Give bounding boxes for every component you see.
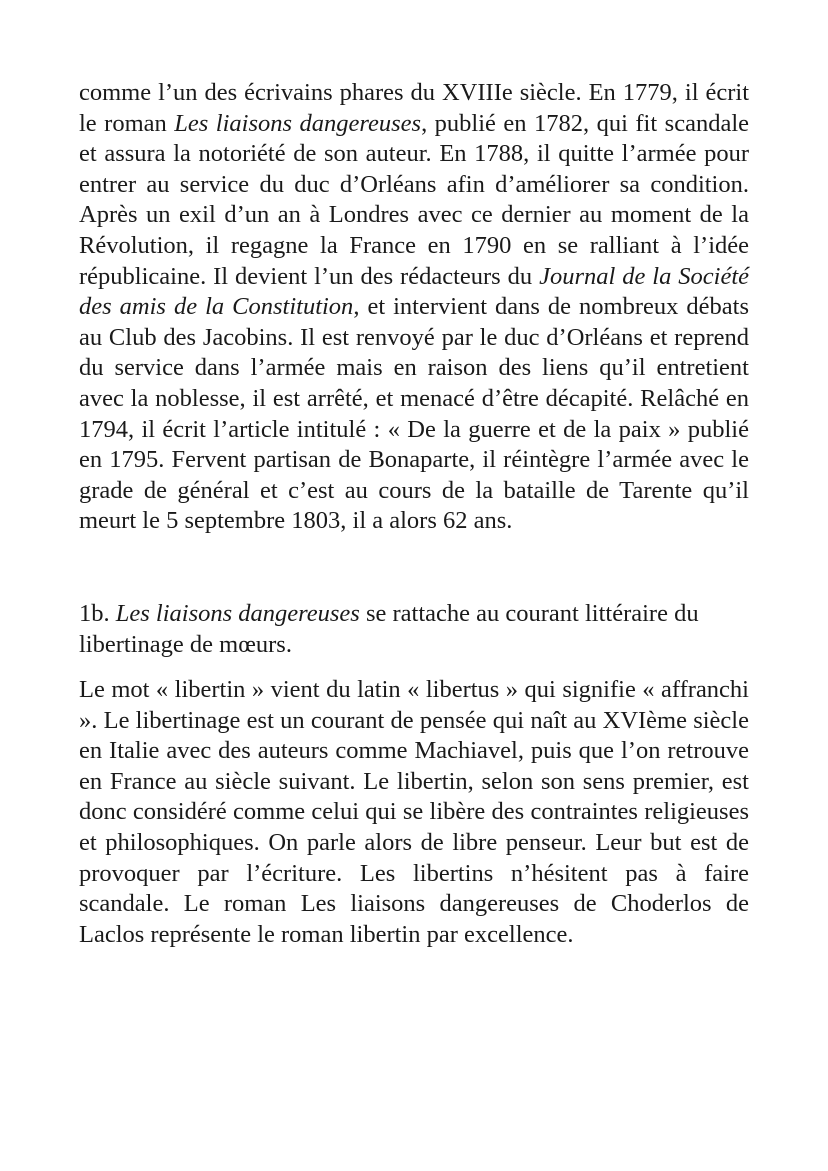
section-heading (79, 599, 749, 660)
document-page (79, 78, 749, 950)
journal-title: Journal de la Société des amis de la Constitution (79, 262, 750, 321)
section-number: 1b. (79, 599, 116, 627)
biography-paragraph (79, 78, 749, 537)
libertinage-paragraph: Le mot « libertin » vient du latin « libertus » qui signifie « affranchi ». Le libertinage est un courant de pensée qui naît au XVIème siècle en Italie avec des auteurs comme Machiavel, puis que l’on retrouve en France au siècle suivant. Le libertin, selon son sens premier, est donc considéré comme celui qui se libère des contraintes religieuses et philosophiques. On parle alors de libre penseur. Leur but est de provoquer par l’écriture. Les libertins n’hésitent pas à faire scandale. Le roman Les liaisons dangereuses de Choderlos de Laclos représente le roman libertin par excellence. (79, 676, 749, 948)
section-heading-rest: se rattache au courant littéraire du libertinage de mœurs. (79, 599, 699, 658)
bio-text-part-2: , publié en 1782, qui fit scandale et assura la notoriété de son auteur. En 1788, il quitte l’armée pour entrer au service du duc d’Orléans afin d’améliorer sa condition. Après un exil d’un an à Londres avec ce dernier au moment de la Révolution, il regagne la France en 1790 en se ralliant à l’idée républicaine. Il devient l’un des rédacteurs du (79, 109, 749, 290)
bio-text-part-1: comme l’un des écrivains phares du XVIIIe siècle. En 1779, il écrit le roman (79, 79, 749, 137)
section-novel-title: Les liaisons dangereuses (115, 599, 360, 627)
novel-title: Les liaisons dangereuses (174, 109, 422, 137)
bio-text-part-3: , et intervient dans de nombreux débats au Club des Jacobins. Il est renvoyé par le duc d’Orléans et reprend du service dans l’armée mais en raison des liens qu’il entretient avec la noblesse, il est arrêté, et menacé d’être décapité. Relâché en 1794, il écrit l’article intitulé : « De la guerre et de la paix » publié en 1795. Fervent partisan de Bonaparte, il réintègre l’armée avec le grade de général et c’est au cours de la bataille de Tarente qu’il meurt le 5 septembre 1803, il a alors 62 ans. (79, 293, 749, 535)
